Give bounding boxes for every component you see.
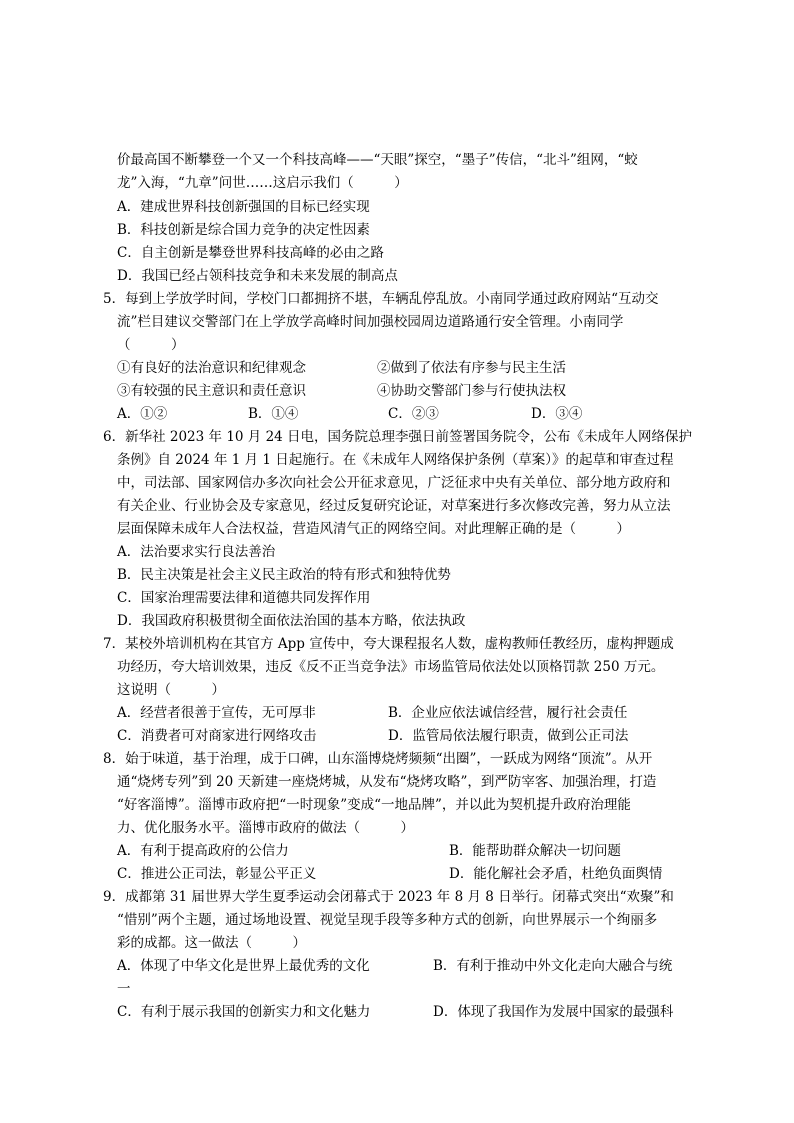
q6-option-a: A．法治要求实行良法善治 xyxy=(117,544,276,560)
q6-stem-line: 层面保障未成年人合法权益，营造风清气正的网络空间。对此理解正确的是（ ） xyxy=(117,521,630,537)
q8-stem-line: 通“烧烤专列”到 20 天新建一座烧烤城，从发布“烧烤攻略”，到严防宰客、加强治理，打造 xyxy=(117,774,657,790)
q7-stem-line: 这说明（ ） xyxy=(117,682,225,698)
q6-option-c: C．国家治理需要法律和道德共同发挥作用 xyxy=(117,590,371,606)
q5-stem-line: （ ） xyxy=(117,337,185,353)
q8-option-c: C．推进公正司法，彰显公平正义 xyxy=(117,866,317,882)
q4-option-c: C．自主创新是攀登世界科技高峰的必由之路 xyxy=(117,245,384,261)
q4-option-d: D．我国已经占领科技竞争和未来发展的制高点 xyxy=(117,268,398,284)
q6-stem-line: 6．新华社 2023 年 10 月 24 日电，国务院总理李强日前签署国务院令，公布《未成年人网络保护 xyxy=(103,429,693,445)
q4-stem-line: 价最高国不断攀登一个又一个科技高峰——“天眼”探空，“墨子”传信，“北斗”组网，“蛟 xyxy=(117,152,638,168)
q4-stem-line: 龙”入海，“九章”问世……这启示我们（ ） xyxy=(117,175,408,191)
q6-stem-line: 条例》自 2024 年 1 月 1 日起施行。在《未成年人网络保护条例（草案）》的起草和审查过程 xyxy=(117,452,674,468)
q9-option-c: C．有利于展示我国的创新实力和文化魅力 xyxy=(117,1004,371,1020)
q9-stem-line: “惜别”两个主题，通过场地设置、视觉呈现手段等多种方式的创新，向世界展示一个绚丽多 xyxy=(117,912,658,928)
q5-option-a: A．①② xyxy=(117,406,168,422)
q4-option-b: B．科技创新是综合国力竞争的决定性因素 xyxy=(117,222,370,238)
q4-option-a: A．建成世界科技创新强国的目标已经实现 xyxy=(117,199,370,215)
q5-item-2: ②做到了依法有序参与民主生活 xyxy=(377,360,566,376)
q5-option-d: D．③④ xyxy=(531,406,583,422)
q5-stem-line: 流”栏目建议交警部门在上学放学高峰时间加强校园周边道路通行安全管理。小南同学 xyxy=(117,314,624,330)
q7-option-b: B．企业应依法诚信经营，履行社会责任 xyxy=(388,705,628,721)
q9-option-a: A．体现了中华文化是世界上最优秀的文化 xyxy=(117,958,370,974)
q9-option-b-wrap: 一 xyxy=(117,981,131,997)
q5-option-c: C．②③ xyxy=(388,406,439,422)
q6-option-b: B．民主决策是社会主义民主政治的特有形式和独特优势 xyxy=(117,567,451,583)
q6-option-d: D．我国政府积极贯彻全面依法治国的基本方略，依法执政 xyxy=(117,613,466,629)
q8-stem-line: 8．始于味道，基于治理，成于口碑，山东淄博烧烤频频“出圈”，一跃成为网络“顶流”。从开 xyxy=(103,751,653,767)
q8-option-a: A．有利于提高政府的公信力 xyxy=(117,843,289,859)
q5-stem-line: 5．每到上学放学时间，学校门口都拥挤不堪，车辆乱停乱放。小南同学通过政府网站“互动交 xyxy=(103,291,659,307)
q7-stem-line: 7．某校外培训机构在其官方 App 宣传中，夸大课程报名人数，虚构教师任教经历，虚构押题成 xyxy=(103,636,674,652)
q8-option-d: D．能化解社会矛盾，杜绝负面舆情 xyxy=(449,866,663,882)
q7-option-c: C．消费者可对商家进行网络攻击 xyxy=(117,728,317,744)
q5-item-1: ①有良好的法治意识和纪律观念 xyxy=(117,360,306,376)
q8-option-b: B．能帮助群众解决一切问题 xyxy=(449,843,621,859)
q9-option-b: B．有利于推动中外文化走向大融合与统 xyxy=(433,958,673,974)
q5-option-b: B．①④ xyxy=(248,406,299,422)
q8-stem-line: 力、优化服务水平。淄博市政府的做法（ ） xyxy=(117,820,414,836)
q9-stem-line: 9．成都第 31 届世界大学生夏季运动会闭幕式于 2023 年 8 月 8 日举行。闭幕式突出“欢聚”和 xyxy=(103,889,674,905)
q7-stem-line: 功经历，夸大培训效果，违反《反不正当竞争法》市场监管局依法处以顶格罚款 250 万元。 xyxy=(117,659,665,675)
q9-option-d: D．体现了我国作为发展中国家的最强科 xyxy=(433,1004,674,1020)
q6-stem-line: 中，司法部、国家网信办多次向社会公开征求意见，广泛征求中央有关单位、部分地方政府和 xyxy=(117,475,671,491)
q5-item-3: ③有较强的民主意识和责任意识 xyxy=(117,383,306,399)
q7-option-d: D．监管局依法履行职责，做到公正司法 xyxy=(388,728,629,744)
q8-stem-line: “好客淄博”。淄博市政府把“一时现象”变成“一地品牌”，并以此为契机提升政府治理能 xyxy=(117,797,631,813)
q9-stem-line: 彩的成都。这一做法（ ） xyxy=(117,935,306,951)
q7-option-a: A．经营者很善于宣传，无可厚非 xyxy=(117,705,316,721)
q5-item-4: ④协助交警部门参与行使执法权 xyxy=(377,383,566,399)
q6-stem-line: 有关企业、行业协会及专家意见，经过反复研究论证，对草案进行多次修改完善，努力从立法 xyxy=(117,498,671,514)
